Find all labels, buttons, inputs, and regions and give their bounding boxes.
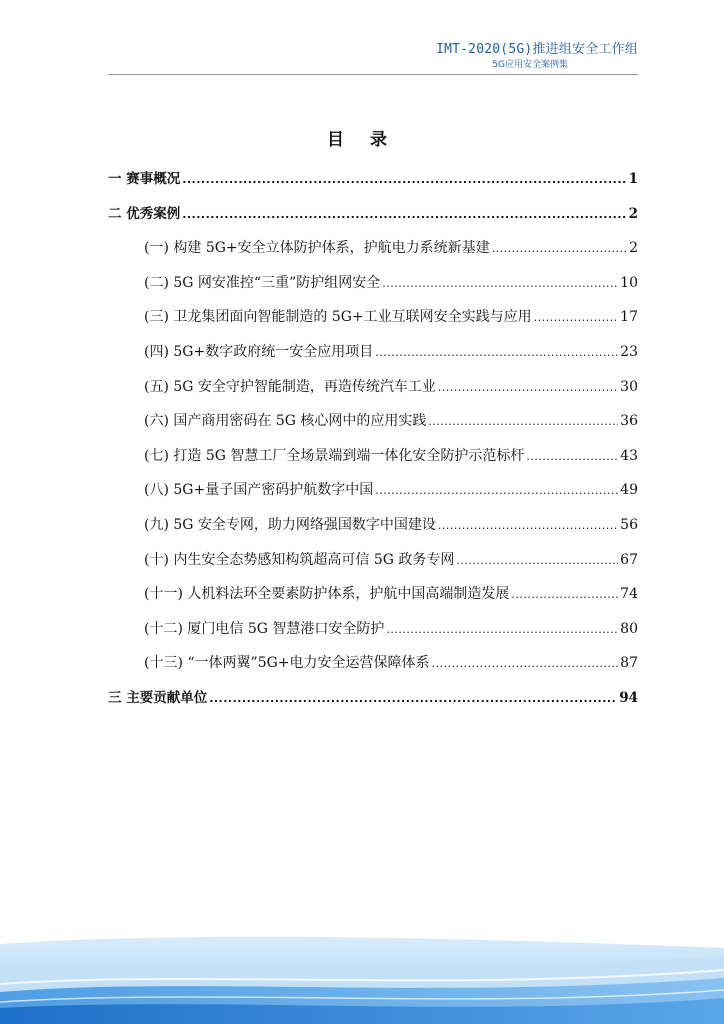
- toc-leader-dots: [438, 509, 618, 543]
- toc-entry-page-number: 43: [620, 447, 638, 464]
- toc-entry[interactable]: [108, 300, 638, 335]
- toc-leader-dots: [209, 682, 617, 716]
- toc-entry-label: (十) 内生安全态势感知构筑超高可信 5G 政务专网: [144, 551, 455, 568]
- toc-entry-label: (二) 5G 网安准控“三重”防护组网安全: [144, 274, 381, 291]
- toc-entry-page-number: 30: [620, 378, 638, 395]
- toc-entry-page-number: 74: [620, 586, 638, 603]
- toc-leader-dots: [432, 647, 619, 681]
- toc-entry[interactable]: [108, 473, 638, 508]
- header-title: IMT-2020(5G)推进组安全工作组: [436, 42, 638, 57]
- toc-entry[interactable]: [108, 577, 638, 612]
- toc-entry-label: (四) 5G+数字政府统一安全应用项目: [144, 343, 374, 360]
- toc-entry[interactable]: [108, 681, 638, 716]
- toc-entry-page-number: 36: [620, 413, 638, 430]
- toc-leader-dots: [428, 405, 618, 439]
- toc-leader-dots: [438, 371, 618, 405]
- toc-leader-dots: [182, 198, 626, 232]
- toc-entry[interactable]: [108, 404, 638, 439]
- toc-entry-page-number: 67: [620, 551, 638, 568]
- toc-entry-page-number: 10: [620, 274, 638, 291]
- toc-entry[interactable]: [108, 439, 638, 474]
- toc-entry-label: 二 优秀案例: [108, 205, 181, 222]
- toc-entry-label: (一) 构建 5G+安全立体防护体系，护航电力系统新基建: [144, 240, 490, 257]
- toc-entry-label: (五) 5G 安全守护智能制造，再造传统汽车工业: [144, 378, 436, 395]
- toc-entry[interactable]: [108, 197, 638, 232]
- toc-entry-label: (十一) 人机料法环全要素防护体系，护航中国高端制造发展: [144, 586, 510, 603]
- toc-entry[interactable]: [108, 508, 638, 543]
- toc-entry-label: (八) 5G+量子国产密码护航数字中国: [144, 482, 374, 499]
- toc-entry-page-number: 80: [620, 620, 638, 637]
- toc-leader-dots: [456, 544, 618, 578]
- toc-leader-dots: [492, 232, 627, 266]
- toc-entry[interactable]: [108, 370, 638, 405]
- toc-entry[interactable]: [108, 266, 638, 301]
- toc-entry-page-number: 2: [628, 205, 638, 222]
- footer-wave-decoration: [0, 926, 724, 1024]
- toc-entry-page-number: 49: [620, 482, 638, 499]
- toc-entry[interactable]: [108, 612, 638, 647]
- toc-entry-label: (六) 国产商用密码在 5G 核心网中的应用实践: [144, 413, 427, 430]
- toc-entry-page-number: 1: [628, 171, 638, 187]
- toc-entry-label: (十二) 厦门电信 5G 智慧港口安全防护: [144, 620, 385, 637]
- toc-entry-label: (九) 5G 安全专网，助力网络强国数字中国建设: [144, 516, 436, 533]
- toc-entry-page-number: 56: [620, 516, 638, 533]
- toc-leader-dots: [375, 474, 618, 508]
- toc-leader-dots: [534, 301, 619, 335]
- toc-leader-dots: [382, 267, 618, 301]
- page-header: [108, 36, 638, 75]
- toc-leader-dots: [375, 336, 618, 370]
- toc-entry-label: (七) 打造 5G 智慧工厂全场景端到端一体化安全防护示范标杆: [144, 447, 525, 464]
- toc-entry-page-number: 2: [629, 240, 638, 257]
- toc-entry-page-number: 23: [620, 343, 638, 360]
- toc-entry[interactable]: [108, 543, 638, 578]
- toc-title: 目 录: [327, 130, 397, 150]
- toc-entry[interactable]: [108, 335, 638, 370]
- toc-entry[interactable]: [108, 646, 638, 681]
- toc-entry-page-number: 17: [620, 309, 638, 326]
- toc-leader-dots: [526, 440, 618, 474]
- toc-leader-dots: [182, 163, 626, 197]
- toc-leader-dots: [386, 613, 618, 647]
- toc-entry-page-number: 87: [620, 655, 638, 672]
- toc-entry-label: 一 赛事概况: [108, 171, 181, 187]
- header-subtitle: 5G应用安全案例集: [492, 60, 568, 70]
- toc-entry-label: 三 主要贡献单位: [108, 689, 208, 706]
- toc-entry-label: (十三) “一体两翼”5G+电力安全运营保障体系: [144, 655, 430, 672]
- toc-entry-label: (三) 卫龙集团面向智能制造的 5G+工业互联网安全实践与应用: [144, 309, 532, 326]
- toc-entry[interactable]: [108, 162, 638, 197]
- toc-entry-page-number: 94: [619, 689, 638, 706]
- toc-leader-dots: [511, 578, 618, 612]
- table-of-contents: [108, 162, 638, 716]
- toc-entry[interactable]: [108, 231, 638, 266]
